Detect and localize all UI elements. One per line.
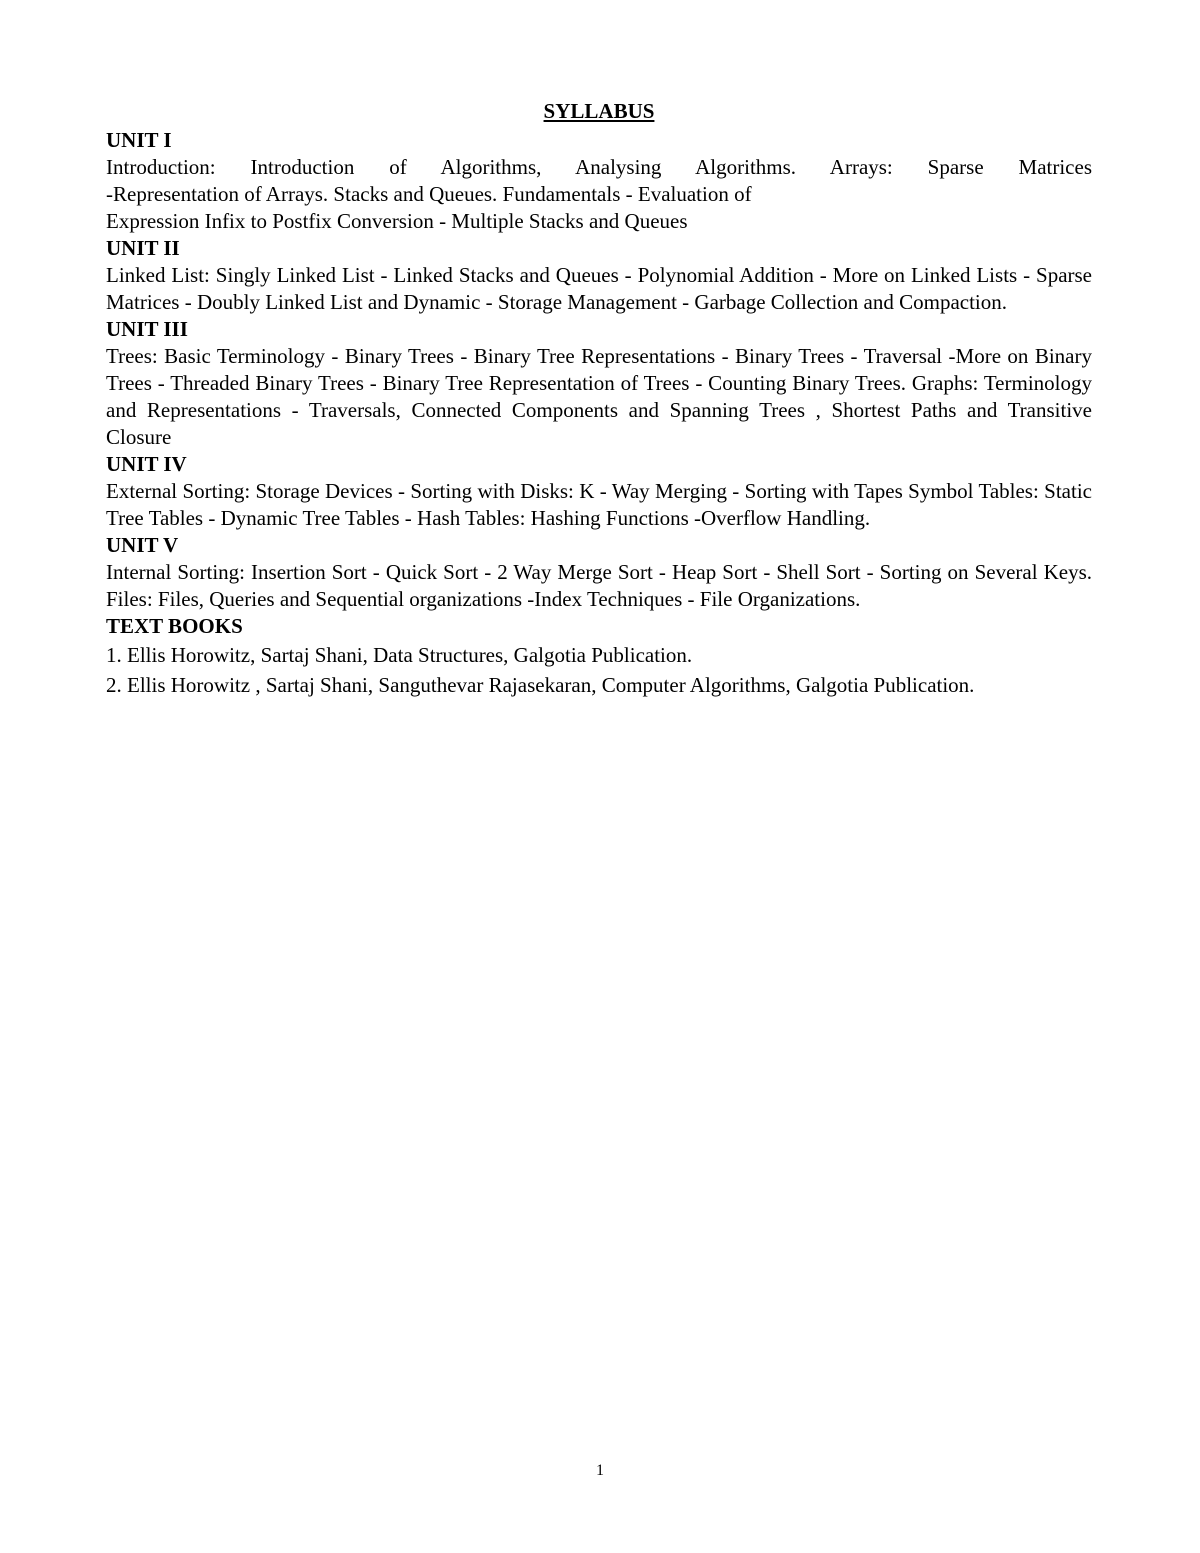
unit-3-section bbox=[106, 316, 1092, 451]
unit-body: Linked List: Singly Linked List - Linked Stacks and Queues - Polynomial Addition - More on Linked Lists - Sparse Matrices - Doubly Linked List and Dynamic - Storage Management - Garbage Collection and Compaction. bbox=[106, 263, 1092, 314]
page-number: 1 bbox=[596, 1462, 604, 1479]
unit-heading: UNIT IV bbox=[106, 452, 187, 476]
text-book-item: 1. Ellis Horowitz, Sartaj Shani, Data Structures, Galgotia Publication. bbox=[106, 643, 693, 667]
unit-heading: UNIT II bbox=[106, 236, 180, 260]
syllabus-page bbox=[106, 98, 1092, 700]
text-book-item: 2. Ellis Horowitz , Sartaj Shani, Sanguthevar Rajasekaran, Computer Algorithms, Galgotia Publication. bbox=[106, 673, 975, 697]
unit-heading: UNIT I bbox=[106, 128, 172, 152]
unit-heading: UNIT III bbox=[106, 317, 188, 341]
unit-5-section bbox=[106, 532, 1092, 613]
unit-body bbox=[106, 154, 1092, 235]
unit-body-line: Introduction: Introduction of Algorithms, Analysing Algorithms. Arrays: Sparse Matrices bbox=[106, 155, 1092, 179]
unit-4-section bbox=[106, 451, 1092, 532]
unit-body: External Sorting: Storage Devices - Sorting with Disks: K - Way Merging - Sorting with Tapes Symbol Tables: Static Tree Tables - Dynamic Tree Tables - Hash Tables: Hashing Functions -Overflow Handling. bbox=[106, 479, 1092, 530]
unit-body: Internal Sorting: Insertion Sort - Quick Sort - 2 Way Merge Sort - Heap Sort - Shell Sort - Sorting on Several Keys. Files: Files, Queries and Sequential organizations -Index Techniques - File Organizations. bbox=[106, 560, 1092, 611]
unit-2-section bbox=[106, 235, 1092, 316]
unit-body: Trees: Basic Terminology - Binary Trees - Binary Tree Representations - Binary Trees - Traversal -More on Binary Trees - Threaded Binary Trees - Binary Tree Representation of Trees - Counting Binary Trees. Graphs: Terminology and Representations - Traversals, Connected Components and Spanning Trees , Shortest Paths and Transitive Closure bbox=[106, 344, 1092, 449]
text-books-heading: TEXT BOOKS bbox=[106, 614, 243, 638]
page-title: SYLLABUS bbox=[543, 99, 655, 123]
unit-heading: UNIT V bbox=[106, 533, 179, 557]
text-books-section bbox=[106, 613, 1092, 700]
unit-1-section bbox=[106, 127, 1092, 235]
unit-body-line: -Representation of Arrays. Stacks and Queues. Fundamentals - Evaluation of bbox=[106, 182, 752, 206]
unit-body-line: Expression Infix to Postfix Conversion - Multiple Stacks and Queues bbox=[106, 209, 688, 233]
